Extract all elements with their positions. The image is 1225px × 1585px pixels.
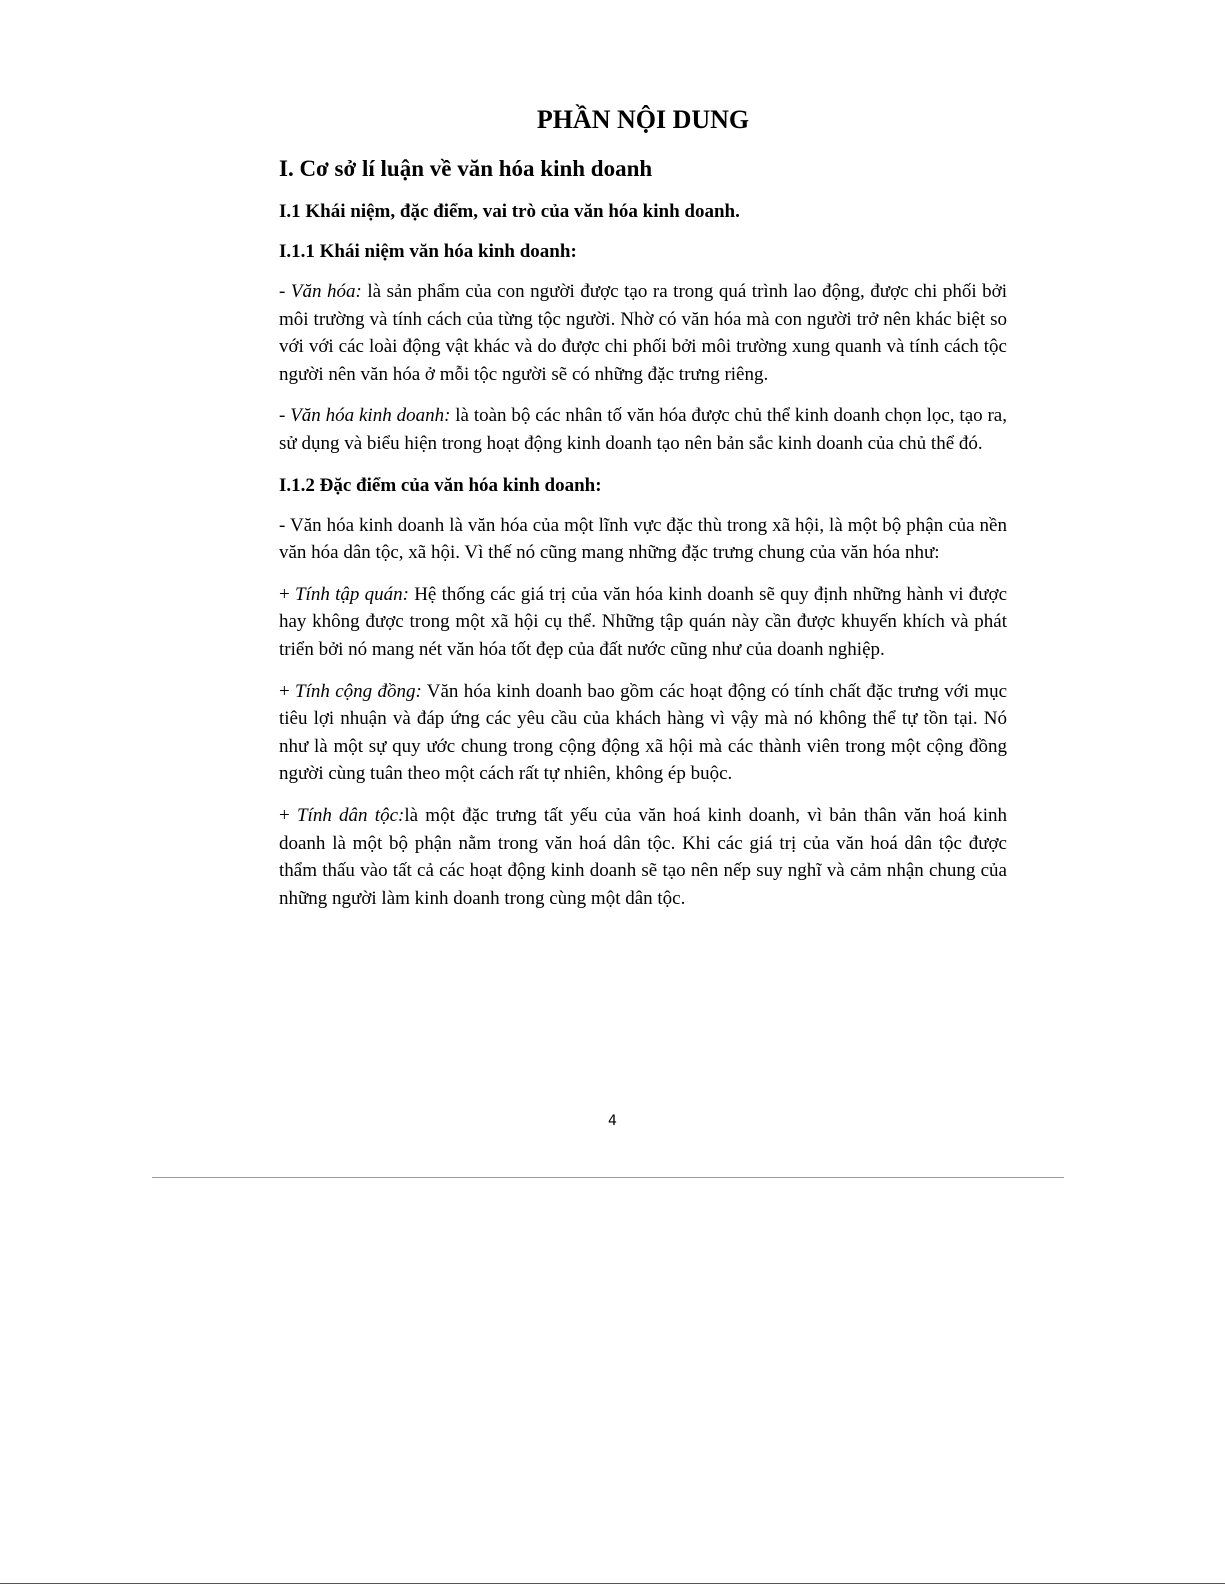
page-number: 4 [608,1113,617,1129]
bottom-edge-line [0,1583,1225,1584]
term-business-culture: Văn hóa kinh doanh: [290,405,451,427]
paragraph-text: Văn hóa kinh doanh bao gồm các hoạt động có tính chất đặc trưng với mục tiêu lợi nhuận và đáp ứng các yêu cầu của khách hàng vì vậy mà nó không thể tự tồn tại. Nó như là một sự quy ước chung trong cộng động xã hội mà các thành viên trong một cộng đồng người cùng tuân theo một cách rất tự nhiên, không ép buộc. [279,680,1008,785]
paragraph-custom [279,581,1007,664]
term-ethnicity: Tính dân tộc: [296,804,405,826]
term-custom: Tính tập quán: [294,583,409,605]
paragraph-prefix: + [279,583,295,605]
subsection-heading: I.1 Khái niệm, đặc điểm, vai trò của văn hóa kinh doanh. [279,201,740,222]
paragraph-ethnicity [279,802,1007,912]
paragraph-culture-definition [279,278,1007,388]
term-culture: - Văn hóa: [279,281,362,302]
paragraph-text: là một đặc trưng tất yếu của văn hoá kinh doanh, vì bản thân văn hoá kinh doanh là một bộ phận nằm trong văn hoá dân tộc. Khi các giá trị của văn hoá dân tộc được thẩm thấu vào tất cả các hoạt động kinh doanh sẽ tạo nên nếp suy nghĩ và cảm nhận chung của những người làm kinh doanh trong cùng một dân tộc. [279,804,1007,909]
paragraph-text: là sản phẩm của con người được tạo ra trong quá trình lao động, được chi phối bởi môi trường và tính cách của từng tộc người. Nhờ có văn hóa mà con người trở nên khác biệt so với với các loài động vật khác và do được chi phối bởi môi trường xung quanh và tính cách tộc người nên văn hóa ở mỗi tộc người sẽ có những đặc trưng riêng. [279,281,1007,385]
subsubsection-heading-definition: I.1.1 Khái niệm văn hóa kinh doanh: [279,241,577,262]
paragraph-prefix: - [279,405,291,427]
page-title: PHẦN NỘI DUNG [536,105,750,134]
page-content [279,104,1007,926]
term-community: Tính cộng đồng: [295,680,422,702]
section-heading: I. Cơ sở lí luận về văn hóa kinh doanh [279,156,653,181]
paragraph-text: là toàn bộ các nhân tố văn hóa được chủ thể kinh doanh chọn lọc, tạo ra, sử dụng và biểu hiện trong hoạt động kinh doanh tạo nên bản sắc kinh doanh của chủ thể đó. [279,405,1007,454]
page-separator [152,1177,1064,1178]
paragraph-business-culture-definition [279,402,1007,457]
paragraph-text: Hệ thống các giá trị của văn hóa kinh doanh sẽ quy định những hành vi được hay không được trong một xã hội cụ thể. Những tập quán này cần được khuyến khích và phát triển bởi nó mang nét văn hóa tốt đẹp của đất nước cũng như của doanh nghiệp. [279,583,1008,660]
paragraph-community [279,678,1007,788]
paragraph-prefix: + [279,804,297,826]
subsubsection-heading-characteristics: I.1.2 Đặc điểm của văn hóa kinh doanh: [279,474,602,496]
paragraph-prefix: + [279,680,296,702]
paragraph-characteristics-intro: - Văn hóa kinh doanh là văn hóa của một lĩnh vực đặc thù trong xã hội, là một bộ phận của nền văn hóa dân tộc, xã hội. Vì thế nó cũng mang những đặc trưng chung của văn hóa như: [279,514,1007,564]
